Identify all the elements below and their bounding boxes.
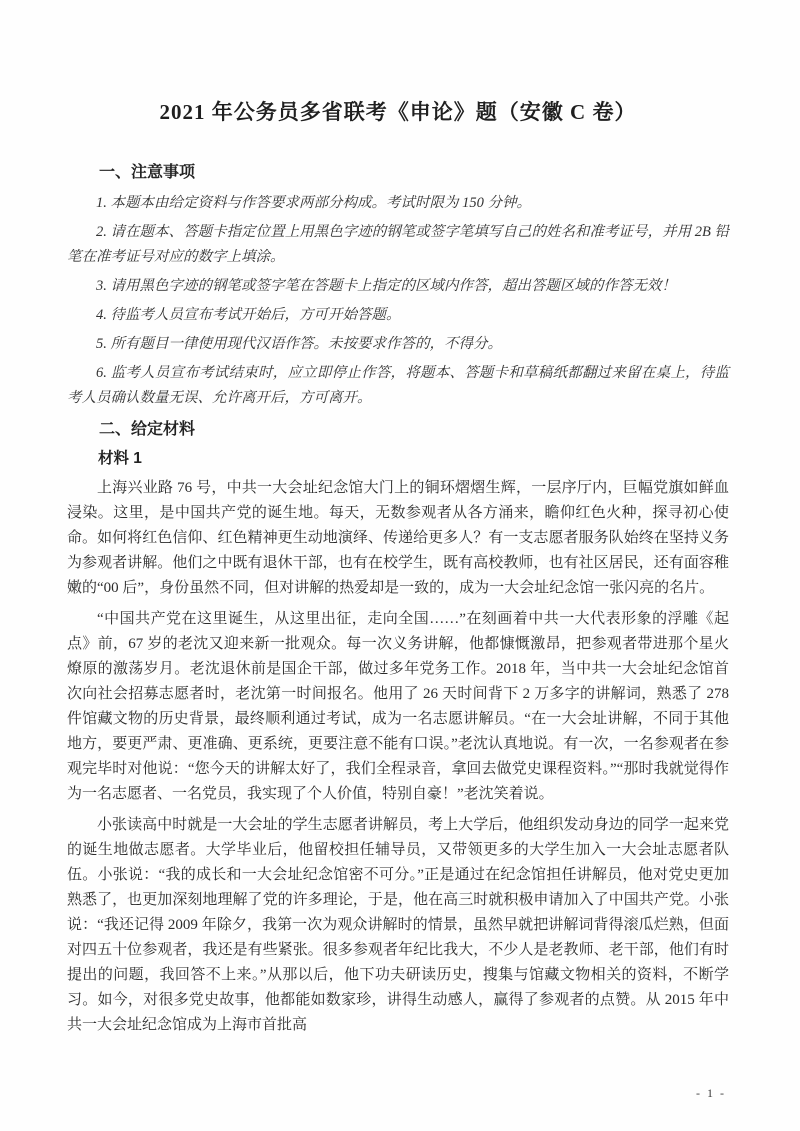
notice-item-2: 2. 请在题本、答题卡指定位置上用黑色字迹的钢笔或签字笔填写自己的姓名和准考证号，并用 2B 铅笔在准考证号对应的数字上填涂。	[67, 224, 729, 265]
notice-item-3: 3. 请用黑色字迹的钢笔或签字笔在答题卡上指定的区域内作答，超出答题区域的作答无效！	[96, 278, 676, 294]
page-title: 2021 年公务员多省联考《申论》题（安徽 C 卷）	[159, 100, 637, 124]
notice-item-5: 5. 所有题目一律使用现代汉语作答。未按要求作答的，不得分。	[96, 336, 502, 352]
page-number: - 1 -	[696, 1086, 726, 1100]
notice-section-heading: 一、注意事项	[99, 164, 196, 181]
page-content	[67, 0, 729, 1038]
material-1-paragraph-2: “中国共产党在这里诞生，从这里出征，走向全国……”在刻画着中共一大代表形象的浮雕《起点》前，67 岁的老沈又迎来新一批观众。每一次义务讲解，他都慷慨激昂，把参观者带进那个星火燎原的激荡岁月。老沈退休前是国企干部，做过多年党务工作。2018 年，当中共一大会址纪念馆首次向社会招募志愿者时，老沈第一时间报名。他用了 26 天时间背下 2 万多字的讲解词，熟悉了 278 件馆藏文物的历史背景，最终顺利通过考试，成为一名志愿讲解员。“在一大会址讲解，不同于其他地方，要更严肃、更准确、更系统，更要注意不能有口误。”老沈认真地说。有一次，一名参观者在参观完毕时对他说：“您今天的讲解太好了，我们全程录音，拿回去做党史课程资料。”“那时我就觉得作为一名志愿者、一名党员，我实现了个人价值，特别自豪！”老沈笑着说。	[67, 611, 729, 802]
notice-item-6: 6. 监考人员宣布考试结束时，应立即停止作答，将题本、答题卡和草稿纸都翻过来留在桌上，待监考人员确认数量无误、允许离开后，方可离开。	[67, 365, 729, 406]
material-1-paragraph-1: 上海兴业路 76 号，中共一大会址纪念馆大门上的铜环熠熠生辉，一层序厅内，巨幅党旗如鲜血浸染。这里，是中国共产党的诞生地。每天，无数参观者从各方涌来，瞻仰红色火种，探寻初心使命。如何将红色信仰、红色精神更生动地演绎、传递给更多人？有一支志愿者服务队始终在坚持义务为参观者讲解。他们之中既有退休干部，也有在校学生，既有高校教师，也有社区居民，还有面容稚嫩的“00 后”，身份虽然不同，但对讲解的热爱却是一致的，成为一大会址纪念馆一张闪亮的名片。	[67, 480, 729, 596]
notice-item-4: 4. 待监考人员宣布考试开始后，方可开始答题。	[96, 307, 401, 323]
notice-item-1: 1. 本题本由给定资料与作答要求两部分构成。考试时限为 150 分钟。	[96, 195, 531, 211]
material-1-heading: 材料 1	[98, 450, 142, 467]
notice-list	[67, 191, 729, 411]
material-1-paragraph-3: 小张读高中时就是一大会址的学生志愿者讲解员，考上大学后，他组织发动身边的同学一起来党的诞生地做志愿者。大学毕业后，他留校担任辅导员，又带领更多的大学生加入一大会址志愿者队伍。小张说：“我的成长和一大会址纪念馆密不可分。”正是通过在纪念馆担任讲解员，他对党史更加熟悉了，也更加深刻地理解了党的许多理论，于是，他在高三时就积极申请加入了中国共产党。小张说：“我还记得 2009 年除夕，我第一次为观众讲解时的情景，虽然早就把讲解词背得滚瓜烂熟，但面对四五十位参观者，我还是有些紧张。很多参观者年纪比我大，不少人是老教师、老干部，他们有时提出的问题，我回答不上来。”从那以后，他下功夫研读历史，搜集与馆藏文物相关的资料，不断学习。如今，对很多党史故事，他都能如数家珍，讲得生动感人，赢得了参观者的点赞。从 2015 年中共一大会址纪念馆成为上海市首批高	[67, 817, 729, 1033]
materials-section-heading: 二、给定材料	[99, 421, 196, 438]
